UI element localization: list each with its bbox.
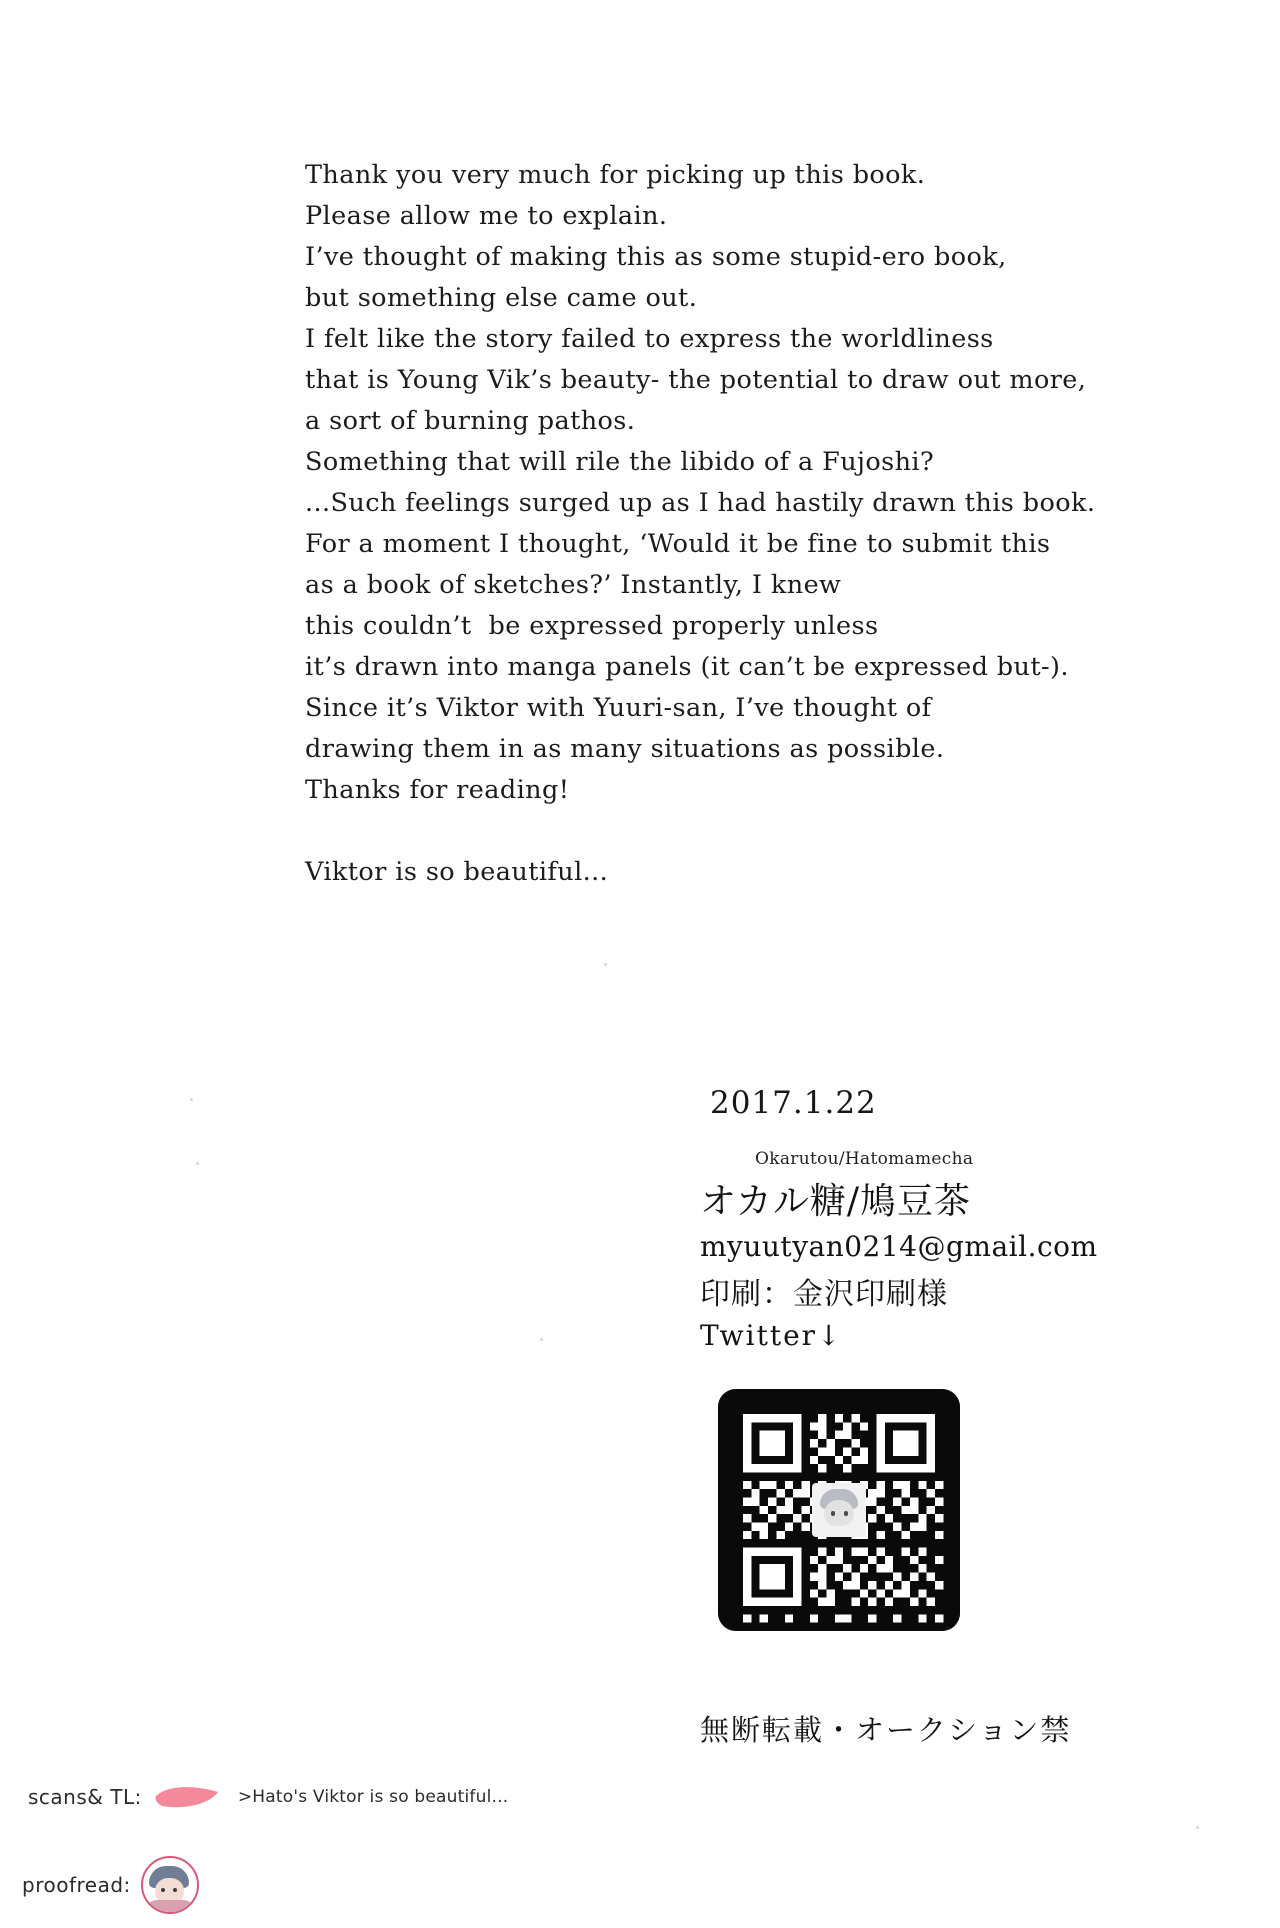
- afterword-line: Please allow me to explain.: [305, 201, 668, 231]
- afterword-line: it’s drawn into manga panels (it can’t be expressed but-).: [305, 652, 1069, 682]
- afterword-line: drawing them in as many situations as possible.: [305, 734, 945, 764]
- paper-speck: [604, 963, 607, 966]
- afterword-line: I’ve thought of making this as some stupid-ero book,: [305, 242, 1007, 272]
- afterword-line: a sort of burning pathos.: [305, 406, 636, 436]
- printer-credit: 印刷：金沢印刷様: [700, 1277, 948, 1312]
- reprint-notice: 無断転載・オークション禁: [700, 1713, 1072, 1747]
- contact-email: myuutyan0214@gmail.com: [700, 1230, 1098, 1263]
- scans-note: >Hato's Viktor is so beautiful...: [237, 1787, 509, 1807]
- afterword-closing-line: Viktor is so beautiful...: [305, 857, 609, 887]
- afterword-text-block: [305, 155, 1245, 893]
- afterword-line: Thank you very much for picking up this book.: [305, 160, 926, 190]
- afterword-line: but something else came out.: [305, 283, 698, 313]
- qr-avatar-icon: [812, 1483, 866, 1537]
- pink-blob-icon: [152, 1782, 226, 1812]
- circle-name-romaji: Okarutou/Hatomamecha: [755, 1149, 974, 1169]
- scans-credit-row: [28, 1782, 508, 1812]
- scans-label: scans& TL:: [28, 1785, 142, 1809]
- afterword-line: I felt like the story failed to express the worldliness: [305, 324, 994, 354]
- afterword-line: that is Young Vik’s beauty- the potential to draw out more,: [305, 365, 1087, 395]
- proofreader-avatar-icon: [141, 1856, 199, 1914]
- qr-center-avatar: [812, 1483, 866, 1537]
- afterword-line: this couldn’t be expressed properly unless: [305, 611, 879, 641]
- publication-date: 2017.1.22: [710, 1085, 877, 1121]
- paper-speck: [1196, 1826, 1199, 1829]
- proofread-credit-row: [22, 1856, 199, 1914]
- paragraph-spacer: [305, 811, 1245, 852]
- afterword-line: as a book of sketches?’ Instantly, I knew: [305, 570, 842, 600]
- twitter-label: Twitter↓: [700, 1319, 843, 1352]
- circle-name-japanese: オカル糖/鳩豆茶: [700, 1181, 972, 1222]
- afterword-line: For a moment I thought, ‘Would it be fine to submit this: [305, 529, 1051, 559]
- afterword-line: Something that will rile the libido of a Fujoshi?: [305, 447, 935, 477]
- afterword-line: Since it’s Viktor with Yuuri-san, I’ve thought of: [305, 693, 932, 723]
- twitter-qr-code[interactable]: [718, 1389, 960, 1631]
- paper-speck: [196, 1162, 199, 1165]
- afterword-line: ...Such feelings surged up as I had hastily drawn this book.: [305, 488, 1096, 518]
- colophon-block: [700, 1085, 1220, 1362]
- paper-speck: [190, 1098, 193, 1101]
- paper-speck: [540, 1338, 543, 1341]
- proofread-label: proofread:: [22, 1873, 131, 1897]
- afterword-line: Thanks for reading!: [305, 775, 570, 805]
